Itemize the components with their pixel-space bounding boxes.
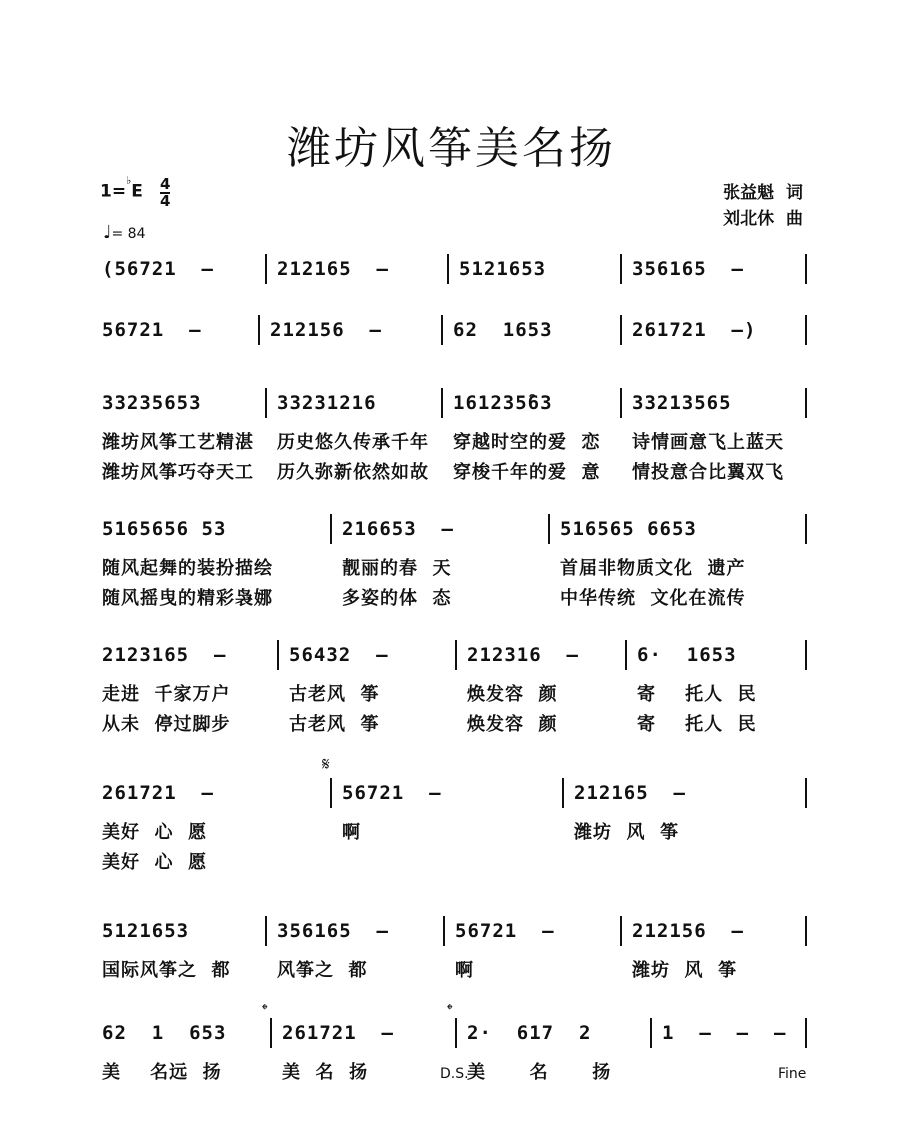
bar-line	[455, 640, 457, 670]
bar-line	[805, 315, 807, 345]
notation-row-8-bar-4: 1 – – –	[662, 1022, 787, 1044]
bar-line	[620, 916, 622, 946]
bar-line	[620, 315, 622, 345]
bar-line	[620, 254, 622, 284]
lyric-row-3-line-2-bar-4: 情投意合比翼双飞	[632, 462, 784, 483]
ds-mark: D.S.	[440, 1066, 469, 1082]
notation-row-1-bar-4: 356165 –	[632, 258, 744, 280]
bar-line	[548, 514, 550, 544]
lyric-row-3-line-1-bar-2: 历史悠久传承千年	[277, 432, 429, 453]
lyric-row-8-line-1-bar-1: 美 名远 扬	[102, 1062, 222, 1083]
tempo-marking: ♩= 84	[103, 222, 146, 243]
lyric-row-6-line-2-bar-1: 美好 心 愿	[102, 852, 208, 873]
bar-line	[805, 640, 807, 670]
bar-line	[277, 640, 279, 670]
bar-line	[805, 388, 807, 418]
lyric-row-7-line-1-bar-4: 潍坊 风 筝	[632, 960, 738, 981]
bar-line	[330, 514, 332, 544]
lyric-row-8-line-1-bar-2: 美 名 扬	[282, 1062, 369, 1083]
lyric-row-7-line-1-bar-3: 啊	[455, 960, 474, 981]
composer-credit: 刘北休 曲	[723, 209, 803, 229]
notation-row-7-bar-3: 56721 –	[455, 920, 555, 942]
lyric-row-4-line-2-bar-1: 随风摇曳的精彩袅娜	[102, 588, 273, 609]
bar-line	[805, 514, 807, 544]
bar-line	[265, 916, 267, 946]
lyric-row-5-line-1-bar-1: 走进 千家万户	[102, 684, 231, 705]
notation-row-5-bar-4: 6· 1653	[637, 644, 737, 666]
bar-line	[625, 640, 627, 670]
lyric-row-5-line-2-bar-3: 焕发容 颜	[467, 714, 558, 735]
lyric-row-4-line-1-bar-3: 首届非物质文化 遗产	[560, 558, 746, 579]
lyricist-credit: 张益魁 词	[723, 183, 803, 203]
notation-row-6-bar-3: 212165 –	[574, 782, 686, 804]
notation-row-2-bar-2: 212156 –	[270, 319, 382, 341]
lyric-row-7-line-1-bar-1: 国际风筝之 都	[102, 960, 231, 981]
notation-row-7-bar-2: 356165 –	[277, 920, 389, 942]
lyric-row-3-line-2-bar-1: 潍坊风筝巧夺天工	[102, 462, 254, 483]
lyric-row-6-line-1-bar-3: 潍坊 风 筝	[574, 822, 680, 843]
notation-row-8-bar-1: 62 1 653	[102, 1022, 227, 1044]
lyric-row-3-line-2-bar-2: 历久弥新依然如故	[277, 462, 429, 483]
lyric-row-3-line-1-bar-4: 诗情画意飞上蓝天	[632, 432, 784, 453]
bar-line	[441, 388, 443, 418]
notation-row-5-bar-1: 2123165 –	[102, 644, 227, 666]
lyric-row-4-line-1-bar-2: 靓丽的春 天	[342, 558, 452, 579]
notation-row-8-bar-2: 261721 –	[282, 1022, 394, 1044]
notation-row-6-bar-1: 261721 –	[102, 782, 214, 804]
bar-line	[270, 1018, 272, 1048]
notation-row-5-bar-3: 212316 –	[467, 644, 579, 666]
notation-row-8-bar-3: 2· 617 2	[467, 1022, 592, 1044]
lyric-row-3-line-1-bar-3: 穿越时空的爱 恋	[453, 432, 601, 453]
lyric-row-4-line-2-bar-2: 多姿的体 态	[342, 588, 452, 609]
lyric-row-3-line-1-bar-1: 潍坊风筝工艺精湛	[102, 432, 254, 453]
bar-line	[805, 1018, 807, 1048]
lyric-row-4-line-2-bar-3: 中华传统 文化在流传	[560, 588, 746, 609]
coda-sign: 𝄌	[447, 1000, 453, 1019]
lyric-row-5-line-1-bar-4: 寄 托人 民	[637, 684, 757, 705]
notation-row-4-bar-1: 5165656 53	[102, 518, 227, 540]
lyric-row-5-line-2-bar-1: 从未 停过脚步	[102, 714, 231, 735]
notation-row-3-bar-2: 33231216	[277, 392, 377, 414]
bar-line	[330, 778, 332, 808]
lyric-row-6-line-1-bar-2: 啊	[342, 822, 361, 843]
coda-sign: 𝄌	[262, 1000, 268, 1019]
key-signature: 1=♭E	[100, 174, 143, 202]
lyric-row-8-line-1-bar-3: 美 名 扬	[467, 1062, 612, 1083]
notation-row-1-bar-3: 5121653	[459, 258, 547, 280]
bar-line	[455, 1018, 457, 1048]
notation-row-7-bar-1: 5121653	[102, 920, 190, 942]
lyric-row-5-line-2-bar-4: 寄 托人 民	[637, 714, 757, 735]
notation-row-3-bar-4: 33213565	[632, 392, 732, 414]
bar-line	[258, 315, 260, 345]
lyric-row-5-line-1-bar-2: 古老风 筝	[289, 684, 380, 705]
bar-line	[447, 254, 449, 284]
bar-line	[805, 778, 807, 808]
notation-row-4-bar-2: 216653 –	[342, 518, 454, 540]
bar-line	[805, 254, 807, 284]
notation-row-6-bar-2: 56721 –	[342, 782, 442, 804]
notation-row-3-bar-3: 161235̑63	[453, 392, 553, 414]
notation-row-5-bar-2: 56432 –	[289, 644, 389, 666]
lyric-row-4-line-1-bar-1: 随风起舞的装扮描绘	[102, 558, 273, 579]
lyric-row-7-line-1-bar-2: 风筝之 都	[277, 960, 368, 981]
notation-row-4-bar-3: 516565 6653	[560, 518, 697, 540]
notation-row-1-bar-2: 212165 –	[277, 258, 389, 280]
bar-line	[265, 254, 267, 284]
segno-sign: 𝄋	[322, 754, 330, 775]
lyric-row-5-line-2-bar-2: 古老风 筝	[289, 714, 380, 735]
fine-mark: Fine	[778, 1066, 807, 1082]
notation-row-1-bar-1: (56721 –	[102, 258, 214, 280]
notation-row-2-bar-3: 62 1653	[453, 319, 553, 341]
bar-line	[562, 778, 564, 808]
bar-line	[805, 916, 807, 946]
bar-line	[441, 315, 443, 345]
bar-line	[443, 916, 445, 946]
notation-row-3-bar-1: 33235653	[102, 392, 202, 414]
bar-line	[650, 1018, 652, 1048]
lyric-row-5-line-1-bar-3: 焕发容 颜	[467, 684, 558, 705]
bar-line	[265, 388, 267, 418]
notation-row-2-bar-1: 56721 –	[102, 319, 202, 341]
bar-line	[620, 388, 622, 418]
time-signature: 4 4	[160, 175, 171, 210]
lyric-row-6-line-1-bar-1: 美好 心 愿	[102, 822, 208, 843]
notation-row-7-bar-4: 212156 –	[632, 920, 744, 942]
song-title: 潍坊风筝美名扬	[287, 123, 616, 174]
lyric-row-3-line-2-bar-3: 穿梭千年的爱 意	[453, 462, 601, 483]
notation-row-2-bar-4: 261721 –)	[632, 319, 757, 341]
